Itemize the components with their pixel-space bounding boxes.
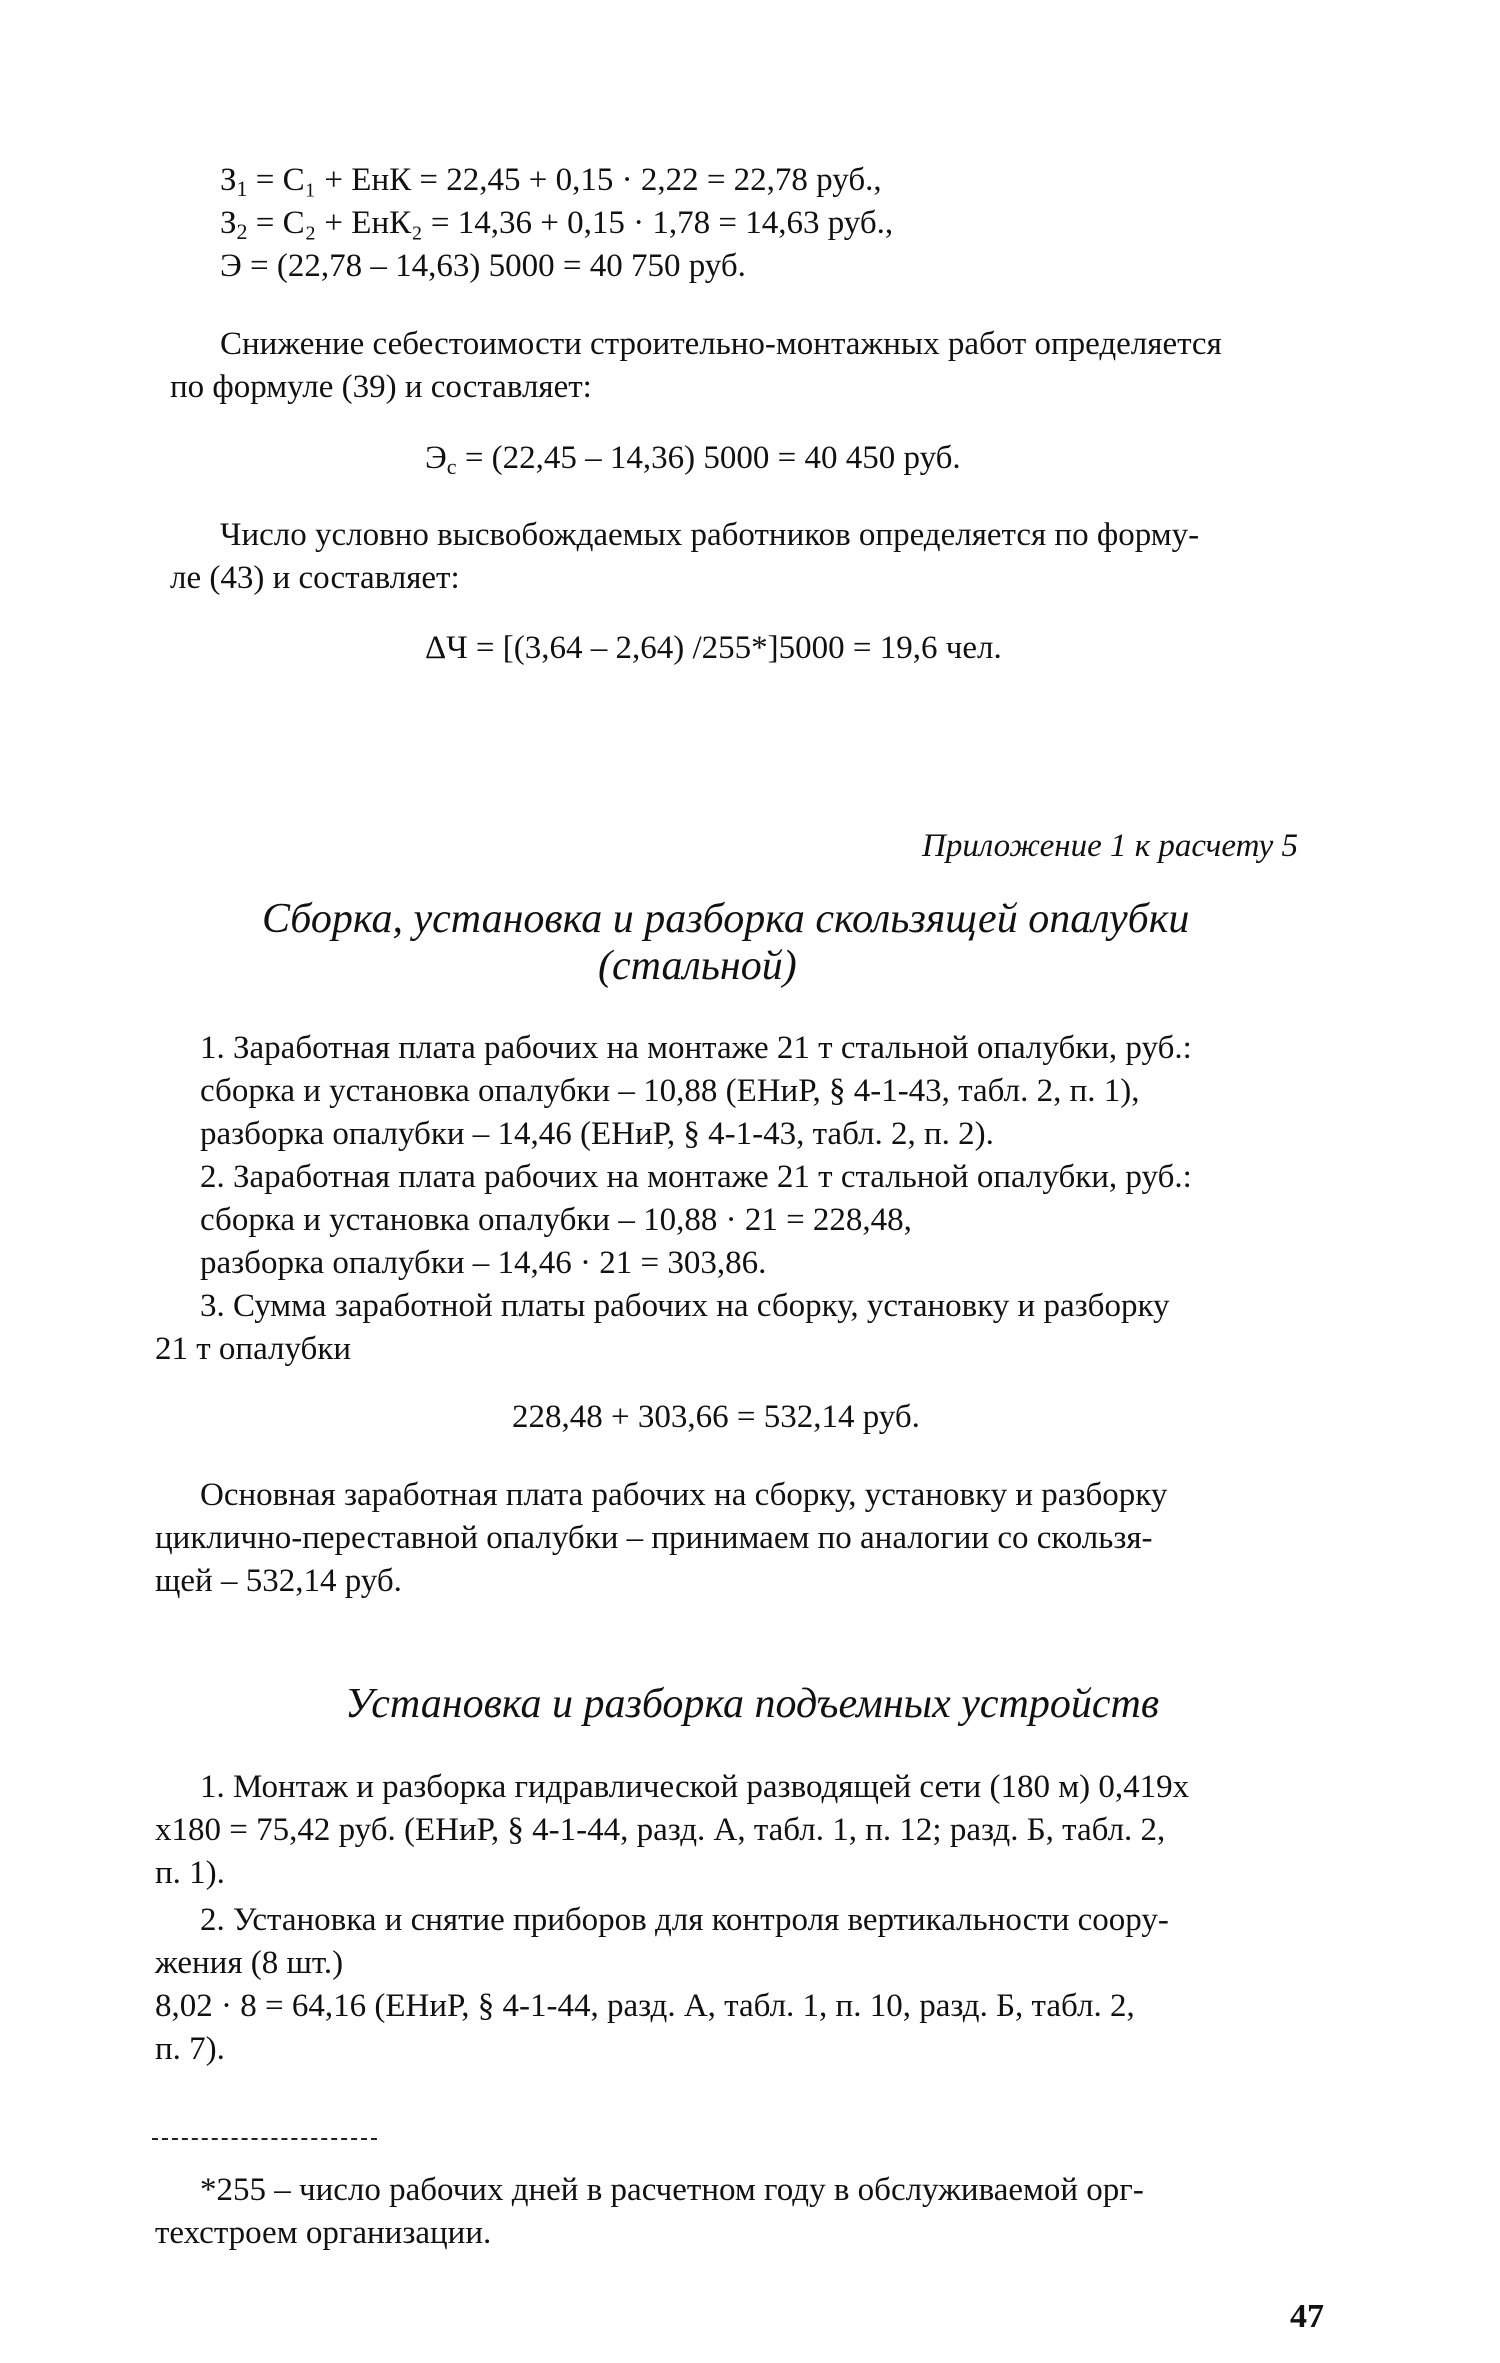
list-item: х180 = 75,42 руб. (ЕНиР, § 4-1-44, разд. А, табл. 1, п. 12; разд. Б, табл. 2,: [155, 1812, 1166, 1848]
paragraph-line: щей – 532,14 руб.: [155, 1563, 402, 1599]
list-item: п. 1).: [155, 1855, 225, 1891]
list-item: жения (8 шт.): [155, 1945, 344, 1981]
section-heading: (стальной): [598, 943, 797, 989]
list-item: разборка опалубки – 14,46 (ЕНиР, § 4-1-43, табл. 2, п. 2).: [200, 1116, 994, 1152]
formula-sum: 228,48 + 303,66 = 532,14 руб.: [512, 1399, 920, 1435]
list-item: 8,02 · 8 = 64,16 (ЕНиР, § 4-1-44, разд. А, табл. 1, п. 10, разд. Б, табл. 2,: [155, 1988, 1135, 2024]
formula-ec: $Э_с = (22,45 - 14,36) 5000 = 40$ 450 руб.: [425, 440, 961, 479]
list-item: 1. Заработная плата рабочих на монтаже 21 т стальной опалубки, руб.:: [200, 1030, 1192, 1066]
paragraph-line: Основная заработная плата рабочих на сборку, установку и разборку: [200, 1477, 1168, 1513]
footnote-separator: [152, 2138, 377, 2140]
list-item: сборка и установка опалубки – 10,88 · 21 = 228,48,: [200, 1202, 912, 1238]
paragraph-line: ле (43) и составляет:: [170, 560, 460, 596]
formula-z1: $З_1 = С_1$ + ЕнК = 22,45 + 0,15 · 2,22 = 22,78 руб.,: [220, 162, 882, 201]
section-heading: Установка и разборка подъемных устройств: [345, 1681, 1160, 1727]
list-item: 3. Сумма заработной платы рабочих на сборку, установку и разборку: [200, 1288, 1170, 1324]
paragraph-line: Число условно высвобождаемых работников определяется по форму-: [220, 517, 1200, 553]
list-item: п. 7).: [155, 2031, 225, 2067]
formula-z2: $З_2 = С_2 + ЕнК_2 = 14,36 + 0,15 \cdot 1,78 = 14,63$ руб.,: [220, 205, 894, 244]
list-item: 2. Заработная плата рабочих на монтаже 21 т стальной опалубки, руб.:: [200, 1159, 1192, 1195]
formula-delta-ch: ΔЧ = [(3,64 – 2,64) /255*]5000 = 19,6 чел.: [425, 630, 1002, 666]
list-item: разборка опалубки – 14,46 · 21 = 303,86.: [200, 1245, 767, 1281]
footnote-line: *255 – число рабочих дней в расчетном году в обслуживаемой орг-: [200, 2172, 1144, 2208]
appendix-note: Приложение 1 к расчету 5: [922, 828, 1298, 864]
page-number: 47: [1290, 2298, 1324, 2335]
list-item: 1. Монтаж и разборка гидравлической разводящей сети (180 м) 0,419х: [200, 1769, 1190, 1805]
paragraph-line: по формуле (39) и составляет:: [170, 369, 592, 405]
list-item: 21 т опалубки: [155, 1331, 352, 1367]
paragraph-line: циклично-переставной опалубки – принимаем по аналогии со скользя-: [155, 1520, 1153, 1556]
formula-e: Э = (22,78 – 14,63) 5000 = 40 750 руб.: [220, 248, 746, 284]
list-item: 2. Установка и снятие приборов для контроля вертикальности соору-: [200, 1902, 1169, 1938]
paragraph-line: Снижение себестоимости строительно-монтажных работ определяется: [220, 326, 1222, 362]
list-item: сборка и установка опалубки – 10,88 (ЕНиР, § 4-1-43, табл. 2, п. 1),: [200, 1073, 1140, 1109]
section-heading: Сборка, установка и разборка скользящей опалубки: [262, 896, 1190, 942]
footnote-line: техстроем организации.: [155, 2215, 492, 2251]
